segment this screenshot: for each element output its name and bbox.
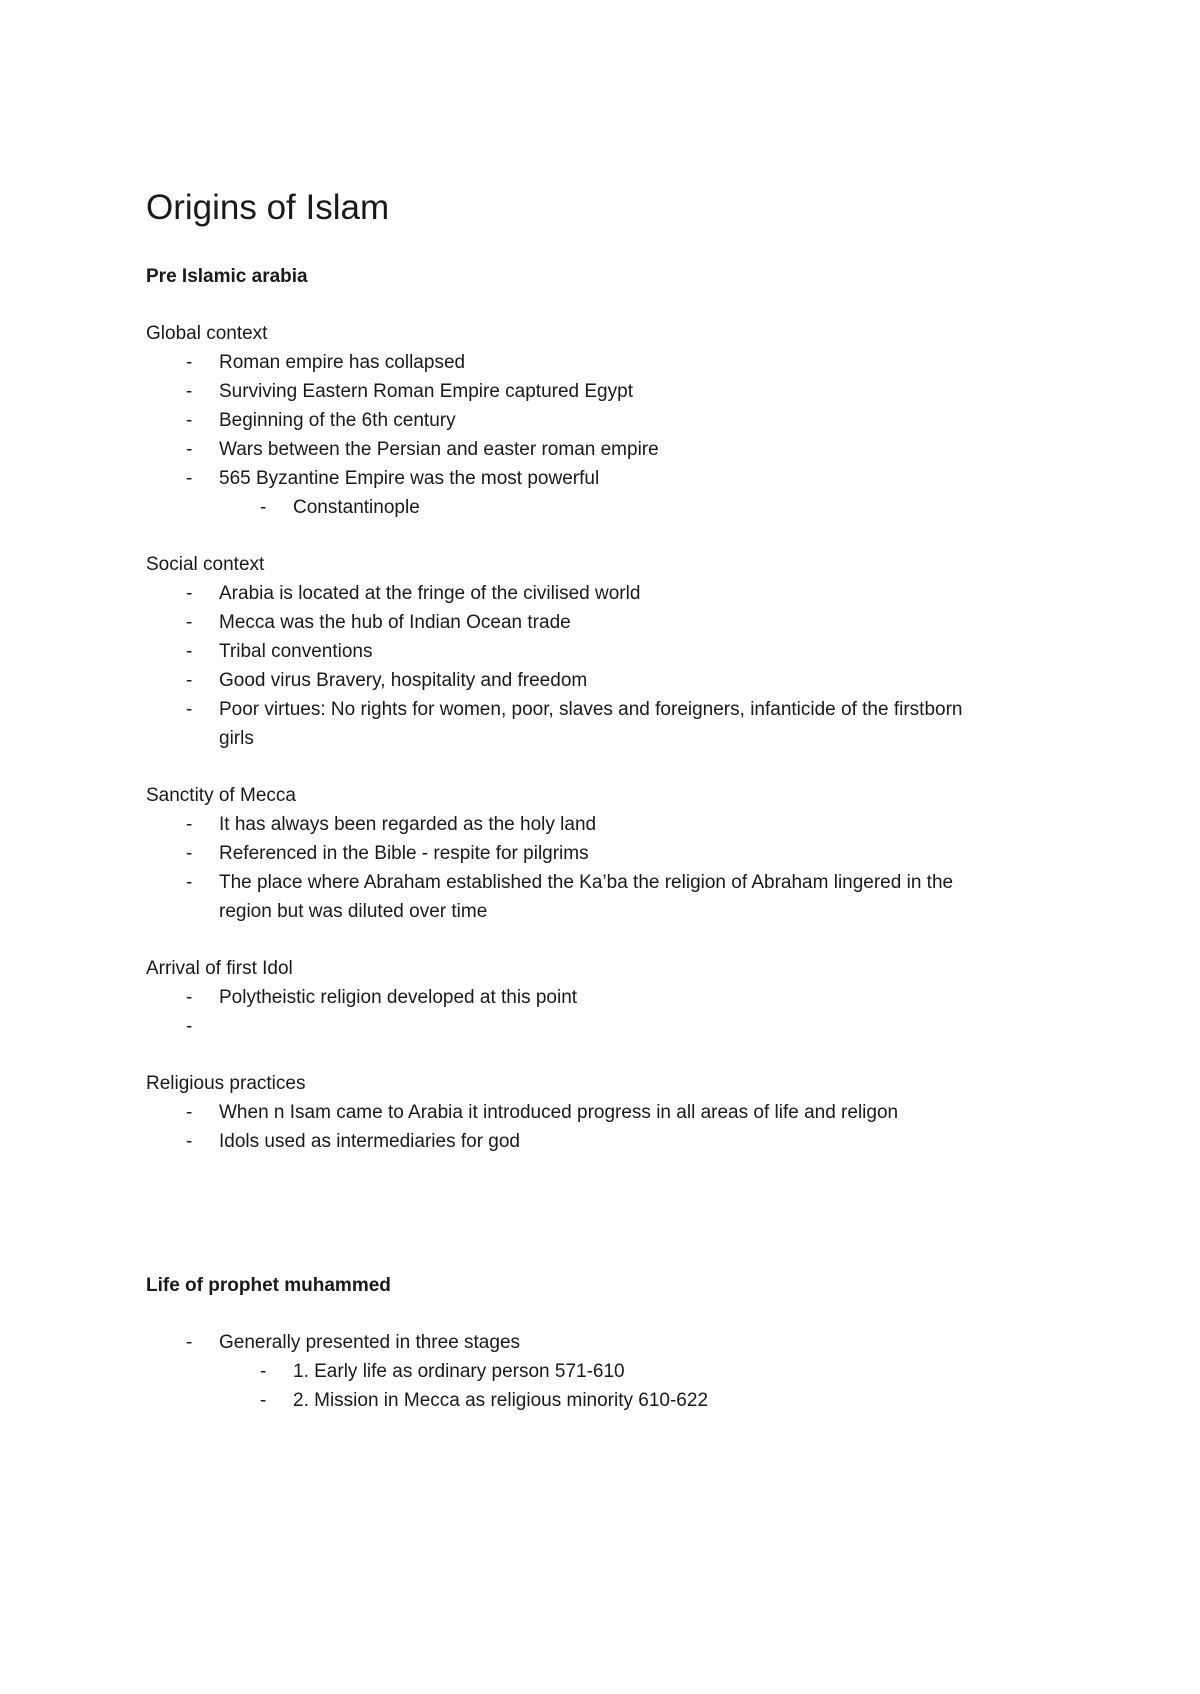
section-heading-pre-islamic: Pre Islamic arabia: [146, 266, 308, 287]
subheading-social-context: Social context: [146, 554, 265, 575]
bullet-dash: -: [186, 1102, 193, 1123]
bullet-dash: -: [186, 439, 193, 460]
bullet-dash: -: [186, 381, 193, 402]
subheading-sanctity-of-mecca: Sanctity of Mecca: [146, 785, 296, 806]
bullet-dash: -: [186, 872, 193, 893]
document-page: Origins of Islam Pre Islamic arabia Global context - Roman empire has collapsed - Surviving Eastern Roman Empire captured Egypt - Beginning of the 6th century - Wars between the Persian and easter roman empire - 565 Byzantine Empire was the most powerful - Constantinople Social context - Arabia is located at the fringe of the civilised world - Mecca was the hub of Indian Ocean trade - Tribal conventions - Good virus Bravery, hospitality and freedom - Poor virtues: No rights for women, poor, slaves and foreigners, infanticide of the firstborn girls Sanctity of Mecca - It has always been regarded as the holy land - Referenced in the Bible - respite for pilgrims - The place where Abraham established the Ka’ba the religion of Abraham lingered in the region but was diluted over time Arrival of first Idol - Polytheistic religion developed at this point - Religious practices - When n Isam came to Arabia it introduced progress in all areas of life and religon - Idols used as intermediaries for god Life of prophet muhammed - Generally presented in three stages - 1. Early life as ordinary person 571-610 - 2. Mission in Mecca as religious minority 610-622: [146, 0, 1046, 1694]
subheading-religious-practices: Religious practices: [146, 1073, 306, 1094]
subheading-arrival-of-first-idol: Arrival of first Idol: [146, 958, 293, 979]
document-title: Origins of Islam: [146, 188, 390, 227]
bullet-dash: -: [186, 1016, 193, 1037]
bullet-dash: -: [260, 1390, 267, 1411]
bullet-dash: -: [186, 1131, 193, 1152]
bullet-dash: -: [186, 641, 193, 662]
bullet-dash: -: [186, 468, 193, 489]
section-heading-life-of-prophet: Life of prophet muhammed: [146, 1275, 391, 1296]
bullet-dash: -: [186, 410, 193, 431]
bullet-dash: -: [186, 987, 193, 1008]
bullet-dash: -: [186, 814, 193, 835]
bullet-dash: -: [186, 1332, 193, 1353]
bullet-dash: -: [186, 699, 193, 720]
bullet-dash: -: [186, 670, 193, 691]
bullet-dash: -: [260, 1361, 267, 1382]
bullet-dash: -: [186, 612, 193, 633]
bullet-dash: -: [186, 352, 193, 373]
bullet-dash: -: [186, 843, 193, 864]
bullet-dash: -: [260, 497, 267, 518]
subheading-global-context: Global context: [146, 323, 268, 344]
bullet-dash: -: [186, 583, 193, 604]
